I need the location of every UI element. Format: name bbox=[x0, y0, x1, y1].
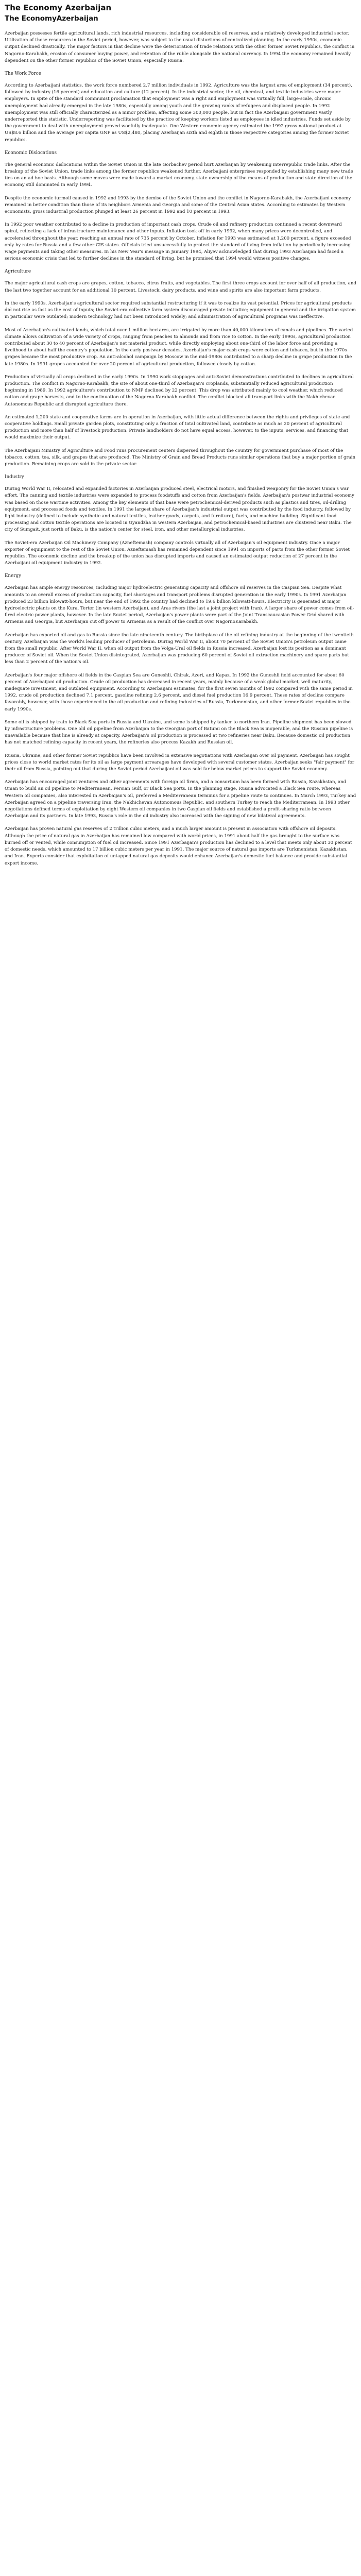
section-heading: The Work Force bbox=[5, 71, 41, 77]
paragraph: The major agricultural cash crops are grapes, cotton, tobacco, citrus fruits, and vegetables. The first three crops account for over half of all production, and the last two together account for an additional 10 percent. Livestock, dairy products, and wine and spirits are also important farm products. bbox=[5, 281, 356, 293]
paragraph: Most of Azerbaijan's cultivated lands, which total over 1 million hectares, are irrigated by more than 40,000 kilometers of canals and pipelines. The varied climate allows cultivation of a wide variety of crops, ranging from peaches to almonds and from rice to cotton. In the early 1990s, agricultural production contributed about 30 to 40 percent of Azerbaijan's net material product, while directly employing about one-third of the labor force and providing a livelihood to about half the country's population. In the early postwar decades, Azerbaijan's major cash crops were cotton and tobacco, but in the 1970s grapes became the most productive crop. An anti-alcohol campaign by Moscow in the mid-1980s contributed to a sharp decline in grape production in the late 1980s. In 1991 grapes accounted for over 20 percent of agricultural production, followed closely by cotton. bbox=[5, 327, 353, 367]
section-heading: Economic Dislocations bbox=[5, 150, 57, 156]
paragraph: Some oil is shipped by train to Black Sea ports in Russia and Ukraine, and some is shipped by tanker to northern Iran. Pipeline shipment has been slowed by infrastructure problems. One old oil pipeline from Azerbaijan to the Georgian port of Batumi on the Black Sea is inoperable, and the Russian pipeline is unavailable because that line is already at capacity. Azerbaijan's oil production is processed at two refineries near Baku. Because domestic oil production has not matched refining capacity in recent years, the refineries also process Kazakh and Russian oil. bbox=[5, 719, 353, 745]
paragraph: Despite the economic turmoil caused in 1992 and 1993 by the demise of the Soviet Union and the conflict in Nagorno-Karabakh, the Azerbaijani economy remained in better condition than those of its neighbors Armenia and Georgia and some of the Central Asian states. According to estimates by Western economists, gross industrial production plunged at least 26 percent in 1992 and 10 percent in 1993. bbox=[5, 195, 351, 215]
paragraph: In 1992 poor weather contributed to a decline in production of important cash crops. Crude oil and refinery production continued a recent downward spiral, reflecting a lack of infrastructure maintenance and other inputs. Inflation took off in early 1992, when many prices were decontrolled, and accelerated throughout the year, reaching an annual rate of 735 percent by October. Inflation for 1993 was estimated at 1,200 percent, a figure exceeded only by rates for Russia and a few other CIS states. Officials tried unsuccessfully to protect the standard of living from inflation by periodically increasing wage payments and taking other measures. In his New Year's message in January 1994, Aliyev acknowledged that during 1993 Azerbaijan had faced a serious economic crisis that led to further declines in the standard of living, but he promised that 1994 would witness positive changes. bbox=[5, 222, 351, 262]
paragraph: During World War II, relocated and expanded factories in Azerbaijan produced steel, electrical motors, and finished weaponry for the Soviet Union's war effort. The canning and textile industries were expanded to process foodstuffs and cotton from Azerbaijan's fields. Azerbaijan's postwar industrial economy was based on those wartime activities. Among the key elements of that base were petrochemical-derived products such as plastics and tires, oil-drilling equipment, and processed foods and textiles. In 1991 the largest share of Azerbaijan's industrial output was contributed by the food industry, followed by light industry (defined to include synthetic and natural textiles, leather goods, carpets, and furniture), fuels, and machine building. Significant food processing and cotton textile operations are located in Gyandzha in western Azerbaijan, and petrochemical-based industries are clustered near Baku. The city of Sumgait, just north of Baku, is the nation's center for steel, iron, and other metallurgical industries. bbox=[5, 486, 354, 533]
paragraph: An estimated 1,200 state and cooperative farms are in operation in Azerbaijan, with little actual difference between the rights and privileges of state and cooperative holdings. Small private garden plots, constituting only a fraction of total cultivated land, contribute as much as 20 percent of agricultural production and more than half of livestock production. Private landholders do not have equal access, however, to the inputs, services, and financing that would maximize their output. bbox=[5, 414, 350, 440]
section-heading: Industry bbox=[5, 474, 24, 480]
paragraph: According to Azerbaijani statistics, the work force numbered 2.7 million individuals in 1992. Agriculture was the largest area of employment (34 percent), followed by industry (16 percent) and education and culture (12 percent). In the industrial sector, the oil, chemical, and textile industries were major employers. In spite of the standard communist proclamation that employment was a right and employment was virtually full, large-scale, chronic unemployment had already emerged in the late 1980s, especially among youth and the growing ranks of refugees and displaced people. In 1992 unemployment was still officially characterized as a minor problem, affecting some 300,000 people, but in fact the Azerbaijani government vastly underreported this statistic. Underreporting was facilitated by the practice of keeping workers listed as employees in idled industries. Funds set aside by the government to deal with unemployment proved woefully inadequate. One Western economic agency estimated the 1992 gross national product at US$8.6 billion and the average per capita GNP as US$2,480, placing Azerbaijan sixth and eighth in those respective categories among the former Soviet republics. bbox=[5, 83, 352, 143]
paragraph: Azerbaijan possesses fertile agricultural lands, rich industrial resources, including considerable oil reserves, and a relatively developed industrial sector. Utilization of those resources in the Soviet period, however, was subject to the usual distortions of centralized planning. In the early 1990s, economic output declined drastically. The major factors in that decline were the deterioration of trade relations with the other former Soviet republics, the conflict in Nagorno-Karabakh, erosion of consumer buying power, and retention of the ruble alongside the national currency. In 1994 the economy remained heavily dependent on the other former republics of the Soviet Union, especially Russia. bbox=[5, 31, 355, 63]
page bbox=[0, 0, 361, 878]
paragraph: Azerbaijan's four major offshore oil fields in the Caspian Sea are Guneshli, Chirak, Azeri, and Kapaz. In 1992 the Guneshli field accounted for about 60 percent of Azerbaijani oil production. Crude oil production has decreased in recent years, mainly because of a weak global market, well maturity, inadequate investment, and outdated equipment. According to Azerbaijani estimates, for the first seven months of 1992 compared with the same period in 1992, crude oil production declined 7.1 percent, gasoline refining 2.6 percent, and diesel fuel production 16.9 percent. These rates of decline compare favorably, however, with those experienced in the oil production and refining industries of Russia, Turkmenistan, and other former Soviet republics in the early 1990s. bbox=[5, 672, 353, 712]
article-title: The EconomyAzerbaijan bbox=[5, 14, 98, 23]
paragraph: The general economic dislocations within the Soviet Union in the late Gorbachev period hurt Azerbaijan by weakening interrepublic trade links. After the breakup of the Soviet Union, trade links among the former republics weakened further. Azerbaijani enterprises responded by establishing many new trade ties on an ad hoc basis. Although some moves were made toward a market economy, state ownership of the means of production and state direction of the economy still dominated in early 1994. bbox=[5, 162, 353, 188]
paragraph: Russia, Ukraine, and other former Soviet republics have been involved in extensive negotiations with Azerbaijan over oil payment. Azerbaijan has sought prices close to world market rates for its oil as large payment arrearages have developed with several customer states. Azerbaijan seeks "fair payment" for their oil from Russia, pointing out that during the Soviet period Azerbaijani oil was sold far below market prices to support the Soviet economy. bbox=[5, 753, 354, 772]
paragraph: The Azerbaijani Ministry of Agriculture and Food runs procurement centers dispersed throughout the country for government purchase of most of the tobacco, cotton, tea, silk, and grapes that are produced. The Ministry of Grain and Bread Products runs similar operations that buy a major portion of grain production. Remaining crops are sold in the private sector. bbox=[5, 448, 355, 467]
paragraph: Production of virtually all crops declined in the early 1990s. In 1990 work stoppages and anti-Soviet demonstrations contributed to declines in agricultural production. The conflict in Nagorno-Karabakh, the site of about one-third of Azerbaijan's croplands, substantially reduced agricultural production beginning in 1989. In 1992 agriculture's contribution to NMP declined by 22 percent. This drop was attributed mainly to cool weather, which reduced cotton and grape harvests, and to the continuation of the Nagorno-Karabakh conflict. The conflict blocked all transport links with the Nakhichevan Autonomous Republic and disrupted agriculture there. bbox=[5, 374, 354, 407]
paragraph: In the early 1990s, Azerbaijan's agricultural sector required substantial restructuring if it was to realize its vast potential. Prices for agricultural products did not rise as fast as the cost of inputs; the Soviet-era collective farm system discouraged private initiative; equipment in general and the irrigation system in particular were outdated; modern technology had not been introduced widely; and administration of agricultural programs was ineffective. bbox=[5, 300, 356, 320]
section-heading: Agriculture bbox=[5, 269, 31, 275]
paragraph: Azerbaijan has proven natural gas reserves of 2 trillion cubic meters, and a much larger amount is present in association with offshore oil deposits. Although the price of natural gas in Azerbaijan has remained low compared with world prices, in 1991 about half the gas brought to the surface was burned off or vented, while consumption of fuel oil increased. Since 1991 Azerbaijan's production has declined to a level that meets only about 30 percent of domestic needs, which amounted to 17 billion cubic meters per year in 1991. The major source of natural gas imports are Turkmenistan, Kazakhstan, and Iran. Experts consider that exploitation of untapped natural gas deposits would enhance Azerbaijan's domestic fuel balance and provide substantial export income. bbox=[5, 826, 352, 866]
paragraph: The Soviet-era Azerbaijan Oil Machinery Company (Azneftemash) company controls virtually all of Azerbaijan's oil equipment industry. Once a major exporter of equipment to the rest of the Soviet Union, Azneftemash has remained dependent since 1991 on imports of parts from the other former Soviet republics. The economic decline and the breakup of the union has disrupted imports and caused an estimated output reduction of 27 percent in the Azerbaijani oil equipment industry in 1992. bbox=[5, 540, 350, 566]
page-title: The Economy Azerbaijan bbox=[5, 3, 112, 12]
article-body bbox=[5, 30, 356, 867]
paragraph: Azerbaijan has encouraged joint ventures and other agreements with foreign oil firms, and a consortium has been formed with Russia, Kazakhstan, and Oman to build an oil pipeline to Mediterranean, Persian Gulf, or Black Sea ports. In the planning stage, Russia advocated a Black Sea route, whereas Western oil companies, also interested in Azerbaijan's oil, preferred a Mediterranean terminus for a pipeline route to continues. In March 1993, Turkey and Azerbaijan agreed on a pipeline traversing Iran, the Nakhichevan Autonomous Republic, and southern Turkey to reach the Mediterranean. In 1993 other negotiations defined terms of exploitation by eight Western oil companies in two Caspian oil fields and established a profit-sharing ratio between Azerbaijan and its partners. In late 1993, Russia's role in the oil industry also increased with the signing of new bilateral agreements. bbox=[5, 779, 356, 819]
paragraph: Azerbaijan has exported oil and gas to Russia since the late nineteenth century. The birthplace of the oil refining industry at the beginning of the twentieth century, Azerbaijan was the world's leading producer of petroleum. During World War II, about 70 percent of the Soviet Union's petroleum output came from the small republic. After World War II, when oil output from the Volga-Ural oil fields in Russia increased, Azerbaijan lost its position as a dominant producer of Soviet oil. When the Soviet Union disintegrated, Azerbaijan was producing 60 percent of Soviet oil extraction machinery and spare parts but less than 2 percent of the nation's oil. bbox=[5, 632, 354, 665]
section-heading: Energy bbox=[5, 573, 22, 579]
paragraph: Azerbaijan has ample energy resources, including major hydroelectric generating capacity and offshore oil reserves in the Caspian Sea. Despite what amounts to an overall excess of production capacity, fuel shortages and transport problems disrupted generation in the early 1990s. In 1991 Azerbaijan produced 23 billion kilowatt-hours, but near the end of 1992 the country had declined to 19.6 billion kilowatt-hours. Electricity is generated at major hydroelectric plants on the Kura, Terter (in western Azerbaijan), and Aras rivers (the last a joint project with Iran). A larger share of power comes from oil-fired electric power plants, however. In the late Soviet period, Azerbaijan's power plants were part of the Joint Transcaucasian Power Grid shared with Armenia and Georgia, but Azerbaijan cut off power to Armenia as a result of the conflict over NagornoKarabakh. bbox=[5, 585, 354, 625]
